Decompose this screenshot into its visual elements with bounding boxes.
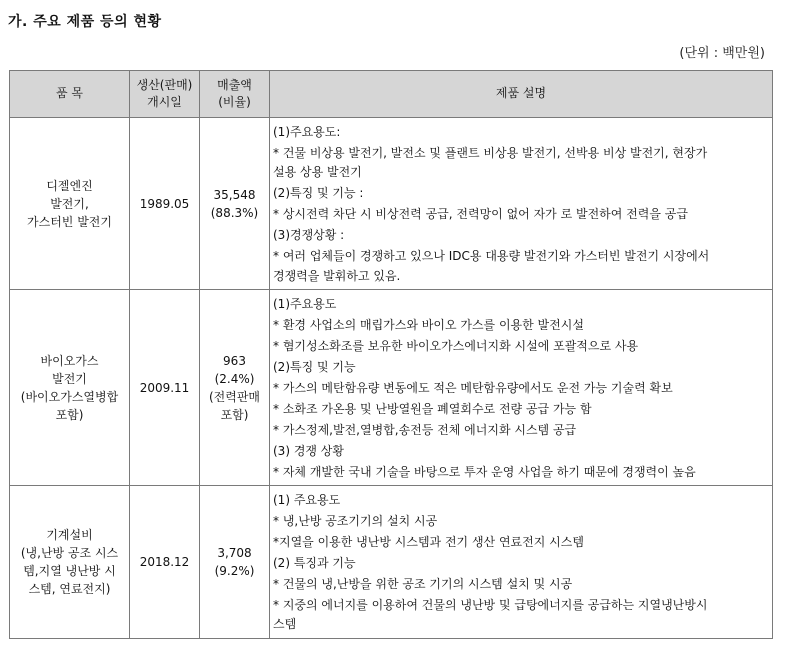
cell-item: 기계설비 (냉,난방 공조 시스 템,지열 냉난방 시 스템, 연료전지) — [10, 486, 130, 639]
desc-line: (2) 특징과 기능 — [273, 555, 356, 570]
desc-line: * 건물의 냉,난방을 위한 공조 기기의 시스템 설치 및 시공 — [273, 576, 573, 591]
desc-line: 설용 상용 발전기 — [273, 165, 362, 179]
desc-line: * 상시전력 차단 시 비상전력 공급, 전력망이 없어 자가 로 발전하여 전력을 공급 — [273, 207, 688, 221]
desc-line: * 가스정제,발전,열병합,송전등 전체 에너지화 시스템 공급 — [273, 422, 577, 437]
desc-line: (1)주요용도 — [273, 296, 337, 311]
cell-start-date: 1989.05 — [130, 118, 200, 290]
cell-start-date: 2018.12 — [130, 486, 200, 639]
unit-label: (단위 : 백만원) — [679, 46, 765, 61]
cell-item: 디젤엔진 발전기, 가스터빈 발전기 — [10, 118, 130, 290]
desc-line: * 자체 개발한 국내 기술을 바탕으로 투자 운영 사업을 하기 때문에 경쟁력이 높음 — [273, 464, 696, 479]
desc-line: (1) 주요용도 — [273, 492, 341, 507]
cell-description — [270, 290, 773, 486]
header-item: 품 목 — [10, 71, 130, 118]
desc-line: * 환경 사업소의 매립가스와 바이오 가스를 이용한 발전시설 — [273, 317, 584, 332]
header-description: 제품 설명 — [270, 71, 773, 118]
desc-line: (2)특징 및 기능 : — [273, 186, 364, 200]
section-title: 가. 주요 제품 등의 현황 — [8, 14, 162, 30]
desc-line: (3)경쟁상황 : — [273, 228, 345, 242]
cell-start-date: 2009.11 — [130, 290, 200, 486]
cell-description — [270, 118, 773, 290]
desc-line: * 혐기성소화조를 보유한 바이오가스에너지화 시설에 포괄적으로 사용 — [273, 338, 639, 353]
desc-line: (2)특징 및 기능 — [273, 359, 356, 374]
cell-sales: 963 (2.4%) (전력판매 포함) — [200, 290, 270, 486]
products-table — [9, 70, 773, 639]
desc-line: * 여러 업체들이 경쟁하고 있으나 IDC용 대용량 발전기와 가스터빈 발전기 시장에서 — [273, 249, 710, 263]
cell-sales: 35,548 (88.3%) — [200, 118, 270, 290]
header-sales: 매출액 (비율) — [200, 71, 270, 118]
desc-line: * 지중의 에너지를 이용하여 건물의 냉난방 및 급탕에너지를 공급하는 지열냉난방시 — [273, 597, 708, 612]
desc-line: 경쟁력을 발휘하고 있음. — [273, 268, 401, 283]
desc-line: * 소화조 가온용 및 난방열원을 폐열회수로 전량 공급 가능 함 — [273, 401, 592, 416]
desc-line: * 건물 비상용 발전기, 발전소 및 플랜트 비상용 발전기, 선박용 비상 발전기, 현장가 — [273, 145, 708, 160]
table-row — [10, 486, 773, 639]
desc-line: *지열을 이용한 냉난방 시스템과 전기 생산 연료전지 시스템 — [273, 534, 584, 549]
desc-line: * 가스의 메탄함유량 변동에도 적은 메탄함유량에서도 운전 가능 기술력 확보 — [273, 380, 673, 395]
table-row — [10, 290, 773, 486]
desc-line: (1)주요용도: — [273, 124, 341, 139]
cell-description — [270, 486, 773, 639]
desc-line: 스템 — [273, 617, 297, 631]
cell-sales: 3,708 (9.2%) — [200, 486, 270, 639]
cell-item: 바이오가스 발전기 (바이오가스열병합 포함) — [10, 290, 130, 486]
header-start-date: 생산(판매) 개시일 — [130, 71, 200, 118]
desc-line: * 냉,난방 공조기기의 설치 시공 — [273, 513, 438, 528]
table-row — [10, 118, 773, 290]
table-header-row — [10, 71, 773, 118]
desc-line: (3) 경쟁 상황 — [273, 443, 344, 458]
